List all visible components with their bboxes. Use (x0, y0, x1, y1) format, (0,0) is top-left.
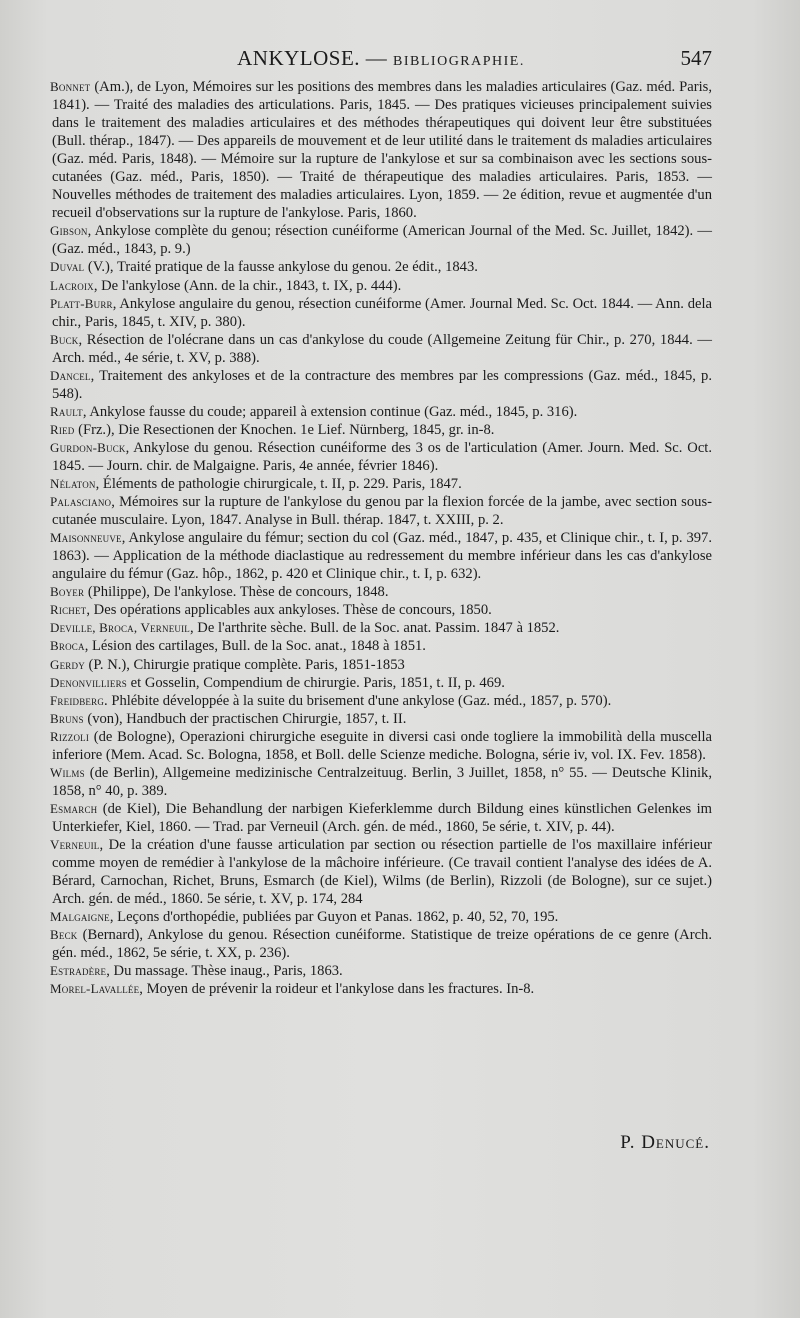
entry-text: (de Bologne), Operazioni chirurgiche eseguite in diversi casi onde togliere la immobilità della muscella inferiore (Mem. Acad. Sc. Bologna, 1858, et Boll. delle Scienze mediche. Bologna, série iv, vol. IX. Fev. 1858). (52, 728, 712, 763)
entry-author: Rault (50, 403, 83, 419)
entry-author: Dancel (50, 367, 91, 383)
entry-author: Broca (50, 638, 85, 654)
entry-text: (P. N.), Chirurgie pratique complète. Paris, 1851-1853 (84, 656, 405, 673)
entry-text: , De la création d'une fausse articulation par section ou résection partielle de l'os maxillaire inférieur comme moyen de remédier à l'ankylose de la mâchoire inférieure. (Ce travail contient l'analyse des idées de A. Bérard, Carnochan, Richet, Bruns, Esmarch (de Kiel), Wilms (de Berlin), Rizzoli (de Bologne), sur ce sujet.) Arch. gén. de méd., 1860. 5e série, t. XV, p. 174, 284 (52, 836, 712, 908)
entry-text: (von), Handbuch der practischen Chirurgie, 1857, t. II. (83, 710, 407, 727)
bibliography-entry (52, 258, 712, 276)
bibliography-entry (52, 439, 712, 475)
entry-author: Malgaigne (50, 909, 110, 925)
bibliography-entry (52, 962, 712, 980)
entry-text: , Ankylose du genou. Résection cunéiforme des 3 os de l'articulation (Amer. Journ. Med. Sc. Oct. 1845. — Journ. chir. de Malgaigne. Paris, 4e année, février 1846). (52, 439, 712, 474)
bibliography-entry (52, 421, 712, 439)
bibliography-entry (52, 403, 712, 421)
entry-text: , De l'arthrite sèche. Bull. de la Soc. anat. Passim. 1847 à 1852. (190, 620, 560, 637)
bibliography-entry (52, 529, 712, 583)
entry-text: , Traitement des ankyloses et de la contracture des membres par les compressions (Gaz. méd., 1845, p. 548). (52, 367, 712, 402)
bibliography-entry (52, 331, 712, 367)
entry-text: , Ankylose angulaire du fémur; section du col (Gaz. méd., 1847, p. 435, et Clinique chir., t. I, p. 397. 1863). — Application de la méthode diaclastique au redressement du membre inférieur dans les cas d'ankylose angulaire du fémur (Gaz. hôp., 1862, p. 420 et Clinique chir., t. I, p. 632). (52, 530, 712, 583)
entry-author: Nélaton (50, 476, 96, 492)
bibliography-entry (52, 493, 712, 529)
entry-author: Freidberg (50, 692, 105, 708)
entry-author: Verneuil (50, 836, 100, 852)
entry-text: (de Kiel), Die Behandlung der narbigen Kieferklemme durch Bildung eines künstlichen Gelenkes im Unterkiefer, Kiel, 1860. — Trad. par Verneuil (Arch. gén. de méd., 1860, 5e série, t. XIV, p. 44). (52, 800, 712, 835)
bibliography-entry (52, 222, 712, 258)
entry-author: Bonnet (50, 79, 91, 94)
bibliography-entry (52, 710, 712, 728)
bibliography-entry (52, 583, 712, 601)
bibliography-entry (52, 295, 712, 331)
entry-text: , Leçons d'orthopédie, publiées par Guyon et Panas. 1862, p. 40, 52, 70, 195. (109, 909, 559, 926)
entry-author: Esmarch (50, 800, 98, 816)
entry-author: Platt-Burr (50, 295, 113, 311)
header-title-small: BIBLIOGRAPHIE. (393, 54, 525, 69)
page-number: 547 (680, 46, 712, 70)
bibliography-entry (52, 800, 712, 836)
entry-author: Gerdy (50, 656, 85, 672)
header-title-main: ANKYLOSE. — (237, 46, 394, 70)
entry-text: , Éléments de pathologie chirurgicale, t. II, p. 229. Paris, 1847. (95, 476, 462, 493)
entry-text: , Ankylose complète du genou; résection cunéiforme (American Journal of the Med. Sc. Juillet, 1842). — (Gaz. méd., 1843, p. 9.) (52, 223, 712, 258)
bibliography-entry (52, 692, 712, 710)
bibliography-list (52, 78, 712, 998)
author-signature: P. Denucé. (620, 1132, 710, 1153)
entry-text: (V.), Traité pratique de la fausse ankylose du genou. 2e édit., 1843. (84, 259, 478, 276)
entry-text: , Des opérations applicables aux ankyloses. Thèse de concours, 1850. (86, 602, 492, 619)
bibliography-entry (52, 601, 712, 619)
entry-author: Ried (50, 421, 75, 437)
entry-text: . Phlébite développée à la suite du brisement d'une ankylose (Gaz. méd., 1857, p. 570). (104, 692, 612, 709)
entry-author: Deville, Broca, Verneuil (50, 620, 190, 636)
entry-author: Beck (50, 927, 78, 943)
entry-author: Denonvilliers (50, 674, 127, 690)
entry-author: Duval (50, 259, 85, 275)
entry-text: , Ankylose angulaire du genou, résection cunéiforme (Amer. Journal Med. Sc. Oct. 1844. — Ann. dela chir., Paris, 1845, t. XIV, p. 380). (52, 295, 712, 330)
entry-author: Bruns (50, 710, 84, 726)
bibliography-entry (52, 619, 712, 637)
bibliography-entry (52, 674, 712, 692)
bibliography-entry (52, 637, 712, 655)
entry-text: , De l'ankylose (Ann. de la chir., 1843, t. IX, p. 444). (93, 277, 402, 294)
entry-text: (Bernard), Ankylose du genou. Résection cunéiforme. Statistique de treize opérations de ce genre (Arch. gén. méd., 1862, 5e série, t. XX, p. 236). (52, 927, 712, 962)
entry-author: Morel-Lavallée (50, 981, 140, 997)
entry-text: , Moyen de prévenir la roideur et l'ankylose dans les fractures. In-8. (139, 981, 535, 998)
bibliography-entry (52, 728, 712, 764)
entry-text: , Mémoires sur la rupture de l'ankylose du genou par la flexion forcée de la jambe, avec section sous-cutanée musculaire. Lyon, 1847. Analyse in Bull. thérap. 1847, t. XXIII, p. 2. (52, 494, 712, 529)
entry-author: Buck (50, 331, 79, 347)
entry-author: Estradère (50, 963, 107, 979)
bibliography-entry (52, 656, 712, 674)
bibliography-entry (52, 908, 712, 926)
bibliography-entry (52, 277, 712, 295)
bibliography-entry (52, 367, 712, 403)
entry-author: Gurdon-Buck (50, 439, 126, 455)
entry-text: (Frz.), Die Resectionen der Knochen. 1e Lief. Nürnberg, 1845, gr. in-8. (74, 421, 495, 438)
entry-text: , Lésion des cartilages, Bull. de la Soc. anat., 1848 à 1851. (84, 638, 426, 655)
entry-author: Rizzoli (50, 728, 90, 744)
bibliography-entry (52, 764, 712, 800)
header-title (50, 46, 712, 71)
bibliography-entry (52, 926, 712, 962)
entry-author: Lacroix (50, 277, 94, 293)
entry-author: Palasciano (50, 494, 112, 510)
bibliography-entry (52, 836, 712, 908)
entry-author: Wilms (50, 764, 85, 780)
bibliography-entry (52, 475, 712, 493)
bibliography-entry (52, 78, 712, 222)
entry-author: Boyer (50, 584, 85, 600)
entry-text: (Am.), de Lyon, Mémoires sur les positions des membres dans les maladies articulaires (Gaz. méd. Paris, 1841). — Traité des maladies des articulations. Paris, 1845. — Des pratiques vicieuses principalement suivies dans le traitement des maladies articulaires et des méthodes thérapeutiques qui doivent leur être substituées (Bull. thérap., 1847). — Des appareils de mouvement et de leur utilité dans le traitement ds maladies articulaires (Gaz. méd. Paris, 1848). — Mémoire sur la rupture de l'ankylose et sur sa combinaison avec les sections sous-cutanées (Gaz. méd., Paris, 1850). — Traité de thérapeutique des maladies articulaires. Paris, 1853. — Nouvelles méthodes de traitement des maladies articulaires. Lyon, 1859. — 2e édition, revue et augmentée d'un recueil d'observations sur la rupture de l'ankylose. Paris, 1860. (52, 79, 712, 222)
entry-text: , Ankylose fausse du coude; appareil à extension continue (Gaz. méd., 1845, p. 316). (82, 403, 578, 420)
entry-text: (de Berlin), Allgemeine medizinische Centralzeituug. Berlin, 3 Juillet, 1858, n° 55. — Deutsche Klinik, 1858, n° 40, p. 389. (52, 764, 712, 799)
entry-text: , Résection de l'olécrane dans un cas d'ankylose du coude (Allgemeine Zeitung für Chir., p. 270, 1844. — Arch. méd., 4e série, t. XV, p. 388). (52, 331, 712, 366)
entry-author: Richet (50, 602, 87, 618)
entry-author: Gibson (50, 223, 88, 239)
entry-text: , Du massage. Thèse inaug., Paris, 1863. (106, 963, 343, 980)
running-header (50, 46, 712, 72)
bibliography-entry (52, 980, 712, 998)
entry-text: (Philippe), De l'ankylose. Thèse de concours, 1848. (84, 584, 389, 601)
entry-text: et Gosselin, Compendium de chirurgie. Paris, 1851, t. II, p. 469. (126, 674, 505, 691)
entry-author: Maisonneuve (50, 530, 122, 546)
